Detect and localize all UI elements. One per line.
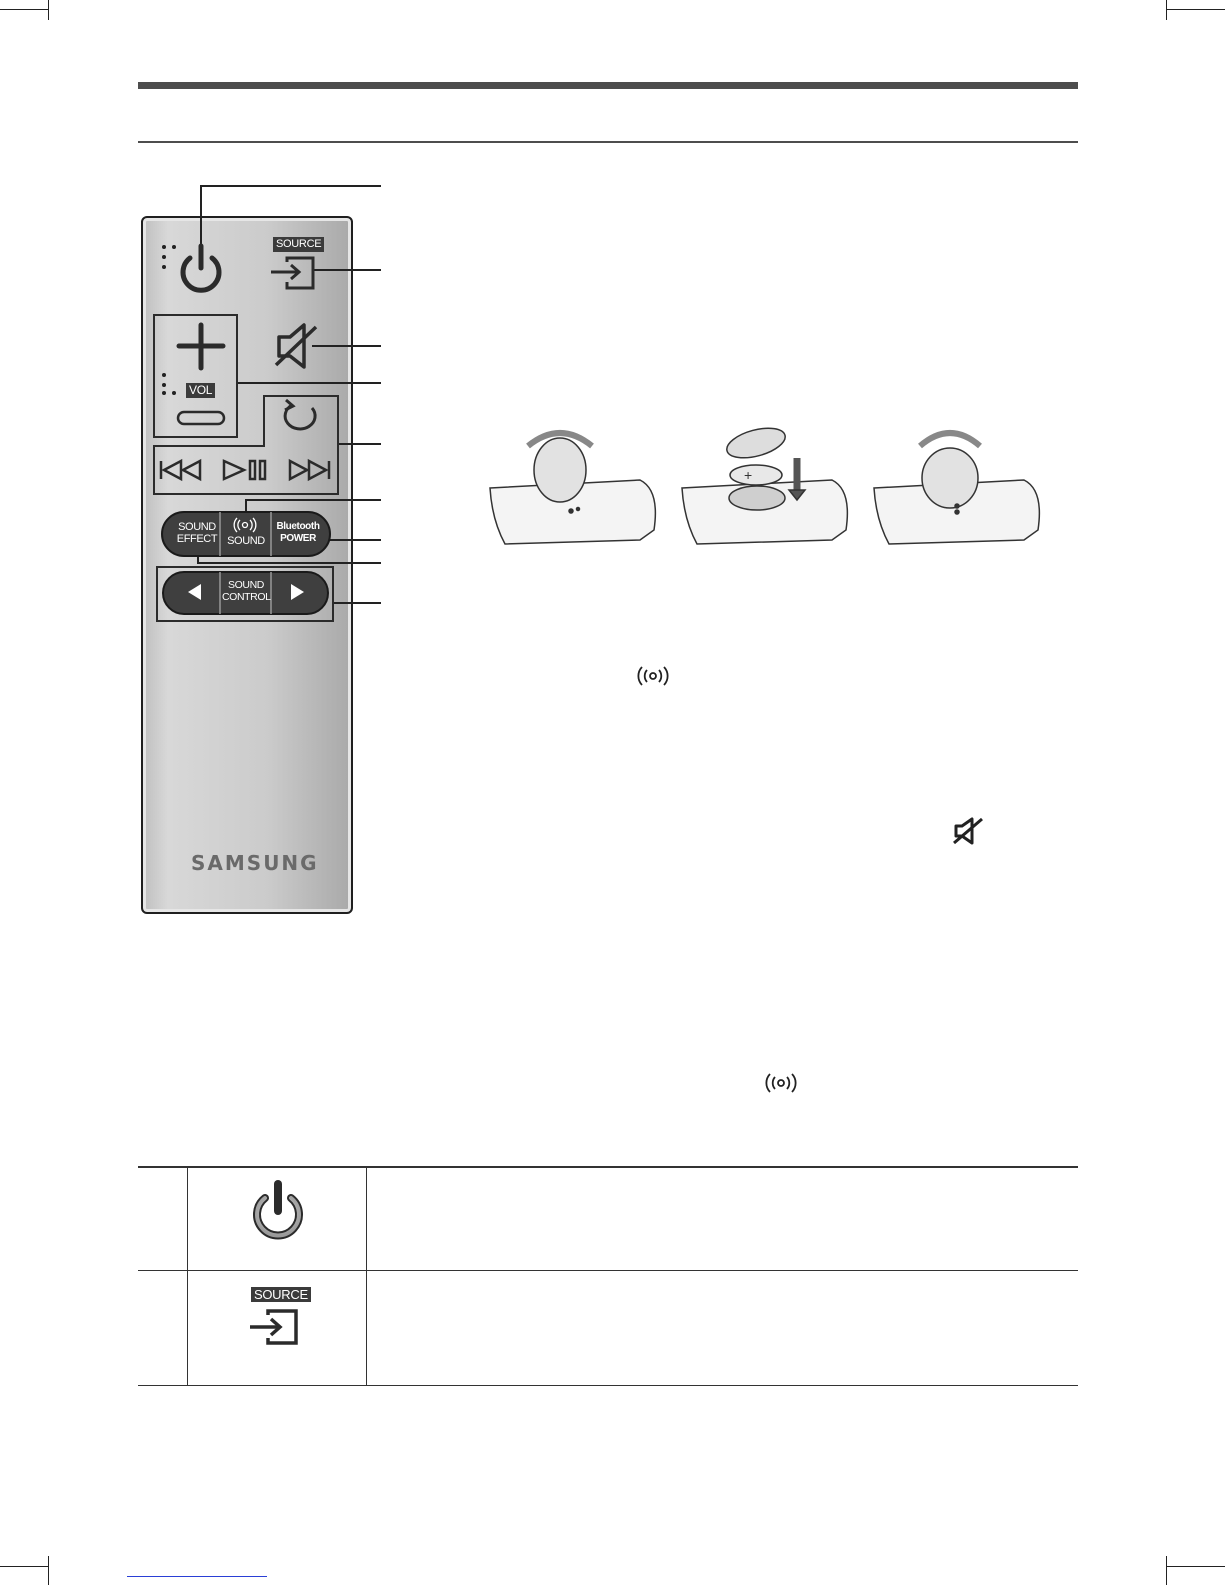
play-pause-icon [224,461,265,479]
svg-text:+: + [744,467,753,483]
battery-step-3-illustration [874,433,1039,544]
previous-track-icon [161,461,200,479]
table-row [188,1271,366,1385]
remote-mute-icon [276,325,316,367]
crop-mark-bottom-left-h [0,1566,48,1567]
volume-down-icon [178,412,224,424]
repeat-icon [285,400,315,429]
source-icon [246,1307,306,1347]
table-col-divider-2 [366,1167,367,1386]
table-bottom-rule [138,1385,1078,1386]
crop-mark-bottom-right-h [1166,1566,1225,1567]
sound-effect-button[interactable]: SOUND EFFECT [176,521,218,545]
callout-line-sound-effect [198,557,381,563]
remote-source-icon [271,258,313,288]
power-icon [188,1168,366,1270]
battery-step-2-illustration [682,423,847,544]
bluetooth-power-button[interactable]: Bluetooth POWER [276,521,320,544]
footer-link-underline [127,1576,267,1577]
surround-icon-inline [636,664,670,688]
source-label: SOURCE [273,237,324,252]
mute-icon-inline [952,816,984,846]
battery-step-1-illustration [490,433,655,544]
surround-sound-button[interactable]: SOUND [227,535,265,547]
callout-line-surround [246,500,381,512]
sound-control-label: SOUND CONTROL [222,579,271,603]
crop-mark-bottom-left-v [48,1556,49,1585]
remote-power-icon [183,246,219,290]
indicator-dots-top [162,245,176,269]
volume-label: VOL [186,383,215,398]
volume-up-icon [179,325,223,368]
table-source-label: SOURCE [251,1287,311,1302]
indicator-dots-volume [162,373,176,395]
samsung-logo: SAMSUNG [191,851,319,875]
table-row [188,1168,366,1270]
next-track-icon [290,461,329,479]
surround-icon-inline-2 [764,1071,798,1095]
crop-mark-bottom-right-v [1166,1556,1167,1585]
